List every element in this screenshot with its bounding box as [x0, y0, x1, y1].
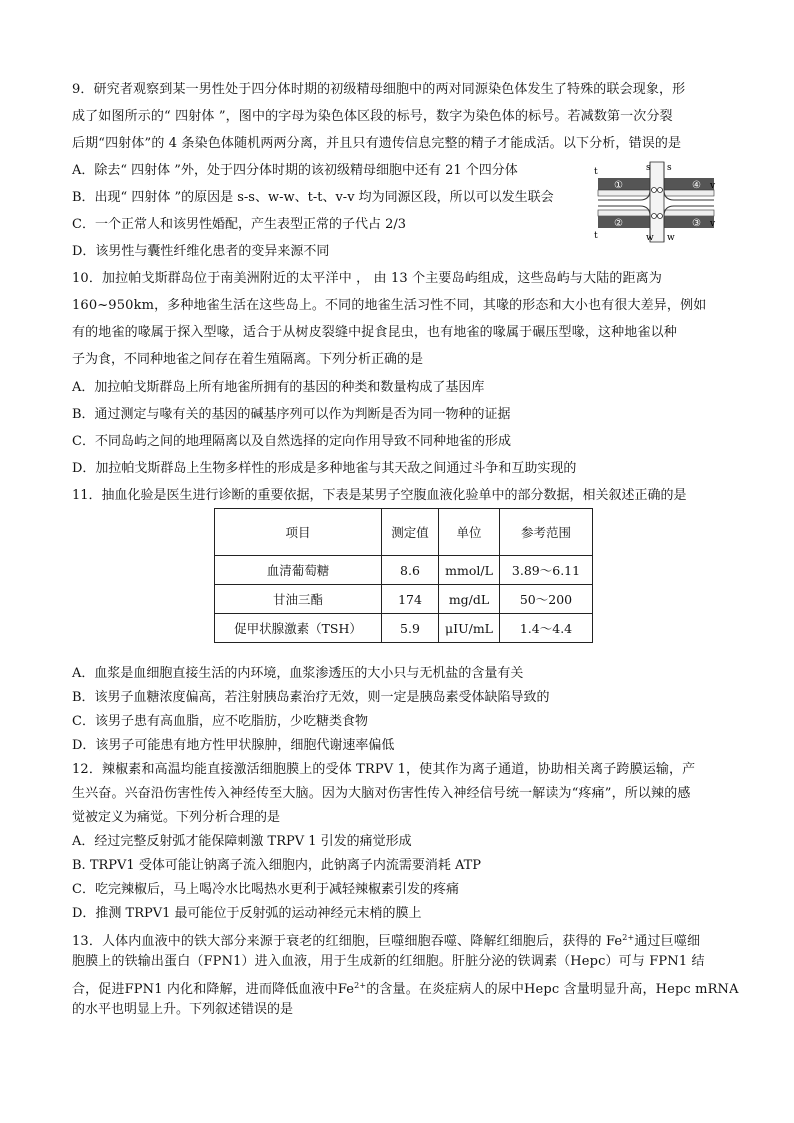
q11-option-a: A．血浆是血细胞直接生活的内环境，血浆渗透压的大小只与无机盐的含量有关	[72, 666, 524, 681]
centromere-bottom-right	[658, 214, 663, 219]
label-circle-4: ④	[692, 180, 701, 191]
label-v-bottom: v	[710, 219, 716, 229]
label-w-left: w	[646, 233, 654, 243]
q12-stem-line-1: 12．辣椒素和高温均能直接激活细胞膜上的受体 TRPV 1，使其作为离子通道，协助相关离子跨膜运输，产	[72, 762, 696, 777]
blood-test-table	[214, 508, 593, 643]
table-row	[215, 585, 593, 614]
q12-option-a: A．经过完整反射弧才能保障刺激 TRPV 1 引发的痛觉形成	[72, 834, 412, 849]
q9-stem-line-3: 后期“四射体”的 4 条染色体随机两两分离，并且只有遗传信息完整的精子才能成活。以下分析，错误的是	[72, 136, 682, 151]
cell-unit: μIU/mL	[439, 614, 500, 643]
q13-stem-line-1	[72, 928, 700, 952]
q13-text-c: 合，促进FPN1 内化和降解，进而降低血液中Fe	[72, 982, 355, 997]
header-reference: 参考范围	[500, 509, 593, 556]
table-row	[215, 556, 593, 585]
q10-option-b: B．通过测定与喙有关的基因的碱基序列可以作为判断是否为同一物种的证据	[72, 407, 511, 422]
q12-option-c: C．吃完辣椒后，马上喝冷水比喝热水更利于减轻辣椒素引发的疼痛	[72, 882, 459, 897]
label-t-bottom: t	[594, 231, 598, 241]
q11-option-b: B．该男子血糖浓度偏高，若注射胰岛素治疗无效，则一定是胰岛素受体缺陷导致的	[72, 690, 550, 705]
label-s-left: s	[646, 163, 651, 173]
centromere-top-left	[652, 188, 657, 193]
label-t-top: t	[594, 167, 598, 177]
q13-text-d: 的含量。在炎症病人的尿中Hepc 含量明显升高，Hepc mRNA	[366, 982, 739, 997]
cell-value: 174	[382, 585, 439, 614]
q13-text-b: 通过巨噬细	[634, 934, 701, 949]
q13-stem-line-3	[72, 976, 739, 1000]
q13-text-a: 13．人体内血液中的铁大部分来源于衰老的红细胞，巨噬细胞吞噬、降解红细胞后，获得的 Fe	[72, 934, 623, 949]
q9-stem-line-2: 成了如图所示的“ 四射体 ”，图中的字母为染色体区段的标号，数字为染色体的标号。若减数第一次分裂	[72, 109, 673, 124]
q12-stem-line-2: 生兴奋。兴奋沿伤害性传入神经传至大脑。因为大脑对伤害性传入神经信号统一解读为“疼痛”，所以辣的感	[72, 786, 691, 801]
table-header-row	[215, 509, 593, 556]
header-unit: 单位	[439, 509, 500, 556]
q11-option-d: D．该男子可能患有地方性甲状腺肿，细胞代谢速率偏低	[72, 738, 395, 753]
label-w-right: w	[667, 233, 675, 243]
label-s-right: s	[667, 163, 672, 173]
quadriradial-figure	[592, 160, 720, 244]
cell-item: 促甲状腺激素（TSH）	[215, 614, 382, 643]
vertical-band	[650, 162, 664, 242]
cell-item: 血清葡萄糖	[215, 556, 382, 585]
q12-option-d: D．推测 TRPV1 最可能位于反射弧的运动神经元末梢的膜上	[72, 906, 422, 921]
cell-reference: 3.89～6.11	[500, 556, 593, 585]
q9-option-c: C．一个正常人和该男性婚配，产生表型正常的子代占 2/3	[72, 217, 407, 232]
q10-option-a: A．加拉帕戈斯群岛上所有地雀所拥有的基因的种类和数量构成了基因库	[72, 380, 485, 395]
q10-stem-line-1: 10．加拉帕戈斯群岛位于南美洲附近的太平洋中 ， 由 13 个主要岛屿组成，这些岛屿与大陆的距离为	[72, 271, 662, 286]
q10-option-c: C．不同岛屿之间的地理隔离以及自然选择的定向作用导致不同种地雀的形成	[72, 434, 511, 449]
centromere-bottom-left	[652, 214, 657, 219]
cell-reference: 1.4～4.4	[500, 614, 593, 643]
header-item: 项目	[215, 509, 382, 556]
q11-stem-line-1: 11．抽血化验是医生进行诊断的重要依据，下表是某男子空腹血液化验单中的部分数据，相关叙述正确的是	[72, 488, 687, 503]
q13-stem-line-4: 的水平也明显上升。下列叙述错误的是	[72, 1002, 294, 1017]
cell-value: 5.9	[382, 614, 439, 643]
label-circle-3: ③	[692, 218, 701, 229]
q9-option-b: B．出现“ 四射体 ”的原因是 s-s、w-w、t-t、v-v 均为同源区段，所以可以发生联会	[72, 190, 554, 205]
q9-option-a: A．除去“ 四射体 ”外，处于四分体时期的该初级精母细胞中还有 21 个四分体	[72, 163, 518, 178]
q12-option-b: B. TRPV1 受体可能让钠离子流入细胞内，此钠离子内流需要消耗 ATP	[72, 858, 482, 873]
q11-option-c: C．该男子患有高血脂，应不吃脂肪，少吃糖类食物	[72, 714, 368, 729]
fe-charge-1: 2+	[622, 933, 635, 942]
cell-item: 甘油三酯	[215, 585, 382, 614]
q10-stem-line-3: 有的地雀的喙属于探入型喙，适合于从树皮裂缝中捉食昆虫，也有地雀的喙属于碾压型喙，这种地雀以种	[72, 325, 677, 340]
centromere-top-right	[658, 188, 663, 193]
cell-value: 8.6	[382, 556, 439, 585]
label-circle-1: ①	[614, 180, 623, 191]
q10-option-d: D．加拉帕戈斯群岛上生物多样性的形成是多种地雀与其天敌之间通过斗争和互助实现的	[72, 461, 577, 476]
q13-stem-line-2: 胞膜上的铁输出蛋白（FPN1）进入血液，用于生成新的红细胞。肝脏分泌的铁调素（Hepc）可与 FPN1 结	[72, 954, 705, 969]
cell-unit: mg/dL	[439, 585, 500, 614]
label-circle-2: ②	[614, 218, 623, 229]
cell-unit: mmol/L	[439, 556, 500, 585]
q10-stem-line-2: 160~950km，多种地雀生活在这些岛上。不同的地雀生活习性不同，其喙的形态和大小也有很大差异，例如	[72, 298, 707, 313]
q12-stem-line-3: 觉被定义为痛觉。下列分析合理的是	[72, 810, 281, 825]
q9-stem-line-1: 9．研究者观察到某一男性处于四分体时期的初级精母细胞中的两对同源染色体发生了特殊的联会现象，形	[72, 82, 686, 97]
q9-option-d: D．该男性与囊性纤维化患者的变异来源不同	[72, 244, 330, 259]
q10-stem-line-4: 子为食，不同种地雀之间存在着生殖隔离。下列分析正确的是	[72, 352, 424, 367]
table-row	[215, 614, 593, 643]
label-v-top: v	[710, 181, 716, 191]
header-value: 测定值	[382, 509, 439, 556]
fe-charge-2: 2+	[354, 981, 367, 990]
cell-reference: 50～200	[500, 585, 593, 614]
